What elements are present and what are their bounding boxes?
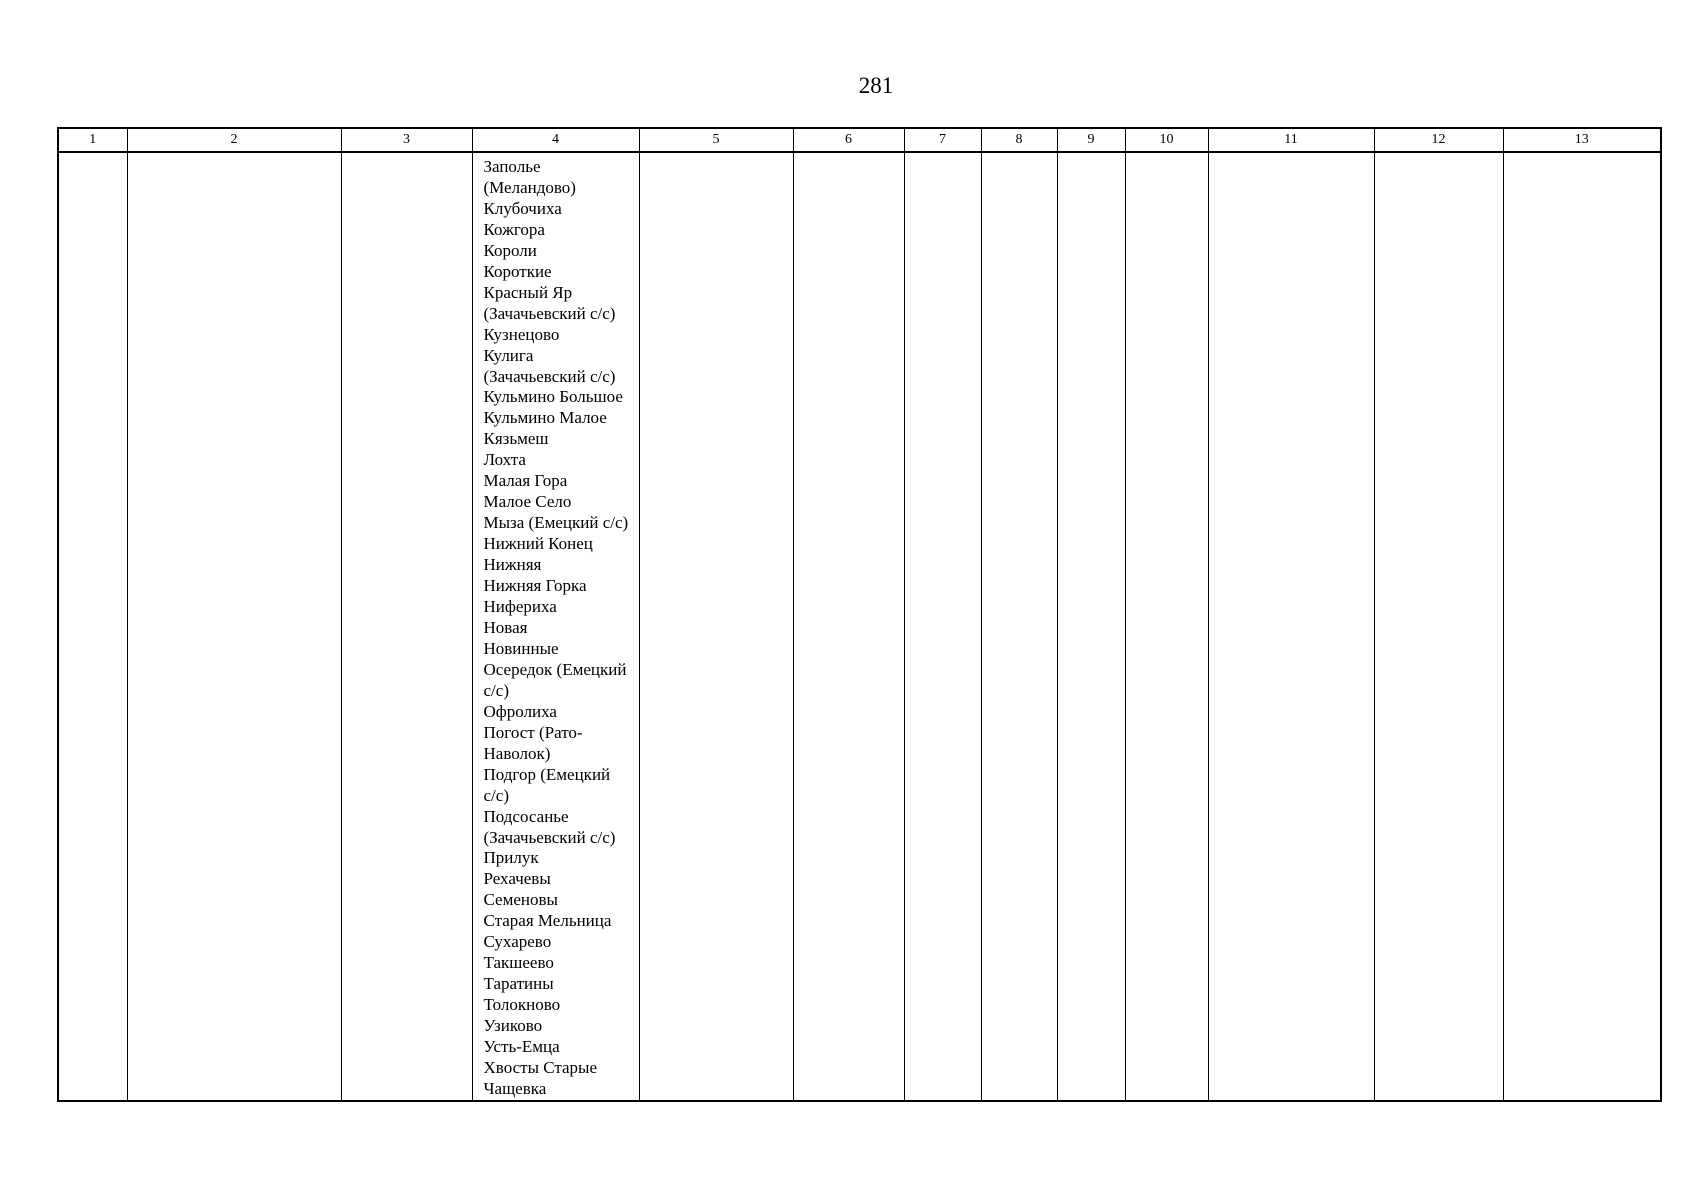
settlement-line: Короли — [483, 240, 537, 260]
cell-col-13 — [1503, 152, 1661, 1101]
cell-col-7 — [904, 152, 981, 1101]
settlement-line: (Зачачьевский с/с) — [483, 366, 616, 386]
settlement-line: Кузнецово — [483, 324, 560, 344]
settlement-line: (Зачачьевский с/с) — [483, 303, 616, 323]
settlement-line: Наволок) — [483, 743, 551, 763]
settlement-line: Мыза (Емецкий с/с) — [483, 513, 629, 533]
settlement-line: Осередок (Емецкий — [483, 659, 627, 679]
settlement-line: Малая Гора — [483, 471, 568, 491]
settlement-line: Лохта — [483, 450, 526, 470]
data-table — [57, 127, 1662, 1102]
settlement-list — [473, 153, 639, 1100]
settlement-line: Кульмино Большое — [483, 387, 623, 407]
settlement-line: Узиково — [483, 1016, 543, 1036]
settlement-line: (Меландово) — [483, 177, 576, 197]
settlement-line: Короткие — [483, 261, 552, 281]
settlement-line: Такшеево — [483, 953, 554, 973]
settlement-line: Старая Мельница — [483, 911, 612, 931]
column-header-11: 11 — [1208, 128, 1374, 152]
settlement-line: (Зачачьевский с/с) — [483, 827, 616, 847]
settlement-line: Хвосты Старые — [483, 1057, 598, 1077]
settlement-line: Сухарево — [483, 932, 552, 952]
settlement-line: Подсосанье — [483, 806, 569, 826]
settlement-line: Усть-Емца — [483, 1037, 560, 1057]
settlement-line: Нижний Конец — [483, 534, 593, 554]
settlement-line: Кулига — [483, 345, 534, 365]
settlement-line: с/с) — [483, 785, 509, 805]
cell-col-3 — [341, 152, 472, 1101]
settlement-line: Прилук — [483, 848, 539, 868]
table-row — [58, 152, 1661, 1101]
column-header-4: 4 — [472, 128, 639, 152]
cell-col-12 — [1374, 152, 1503, 1101]
settlement-line: Толокново — [483, 995, 561, 1015]
settlement-line: с/с) — [483, 680, 509, 700]
settlement-line: Нифериха — [483, 597, 557, 617]
cell-col-5 — [639, 152, 793, 1101]
cell-col-11 — [1208, 152, 1374, 1101]
settlement-line: Таратины — [483, 974, 554, 994]
settlement-line: Нижняя — [483, 555, 542, 575]
settlement-line: Кожгора — [483, 219, 545, 239]
column-number-row — [58, 128, 1661, 152]
cell-col-10 — [1125, 152, 1208, 1101]
column-header-5: 5 — [639, 128, 793, 152]
column-header-3: 3 — [341, 128, 472, 152]
settlement-line: Заполье — [483, 157, 541, 176]
column-header-2: 2 — [127, 128, 341, 152]
cell-col-2 — [127, 152, 341, 1101]
column-header-13: 13 — [1503, 128, 1661, 152]
settlement-line: Офролиха — [483, 701, 557, 721]
cell-col-6 — [793, 152, 904, 1101]
column-header-7: 7 — [904, 128, 981, 152]
settlement-line: Подгор (Емецкий — [483, 764, 611, 784]
cell-col-4 — [472, 152, 639, 1101]
settlement-line: Новая — [483, 617, 528, 637]
settlement-line: Чащевка — [483, 1078, 547, 1098]
settlement-line: Новинные — [483, 638, 559, 658]
column-header-6: 6 — [793, 128, 904, 152]
cell-col-9 — [1057, 152, 1125, 1101]
column-header-12: 12 — [1374, 128, 1503, 152]
settlement-line: Семеновы — [483, 890, 558, 910]
column-header-8: 8 — [981, 128, 1057, 152]
settlement-line: Красный Яр — [483, 282, 573, 302]
settlement-line: Рехачевы — [483, 869, 551, 889]
settlement-line: Кязьмеш — [483, 429, 549, 449]
settlement-line: Кульмино Малое — [483, 408, 607, 428]
settlement-line: Клубочиха — [483, 198, 562, 218]
cell-col-8 — [981, 152, 1057, 1101]
settlement-line: Погост (Рато- — [483, 722, 583, 742]
column-header-1: 1 — [58, 128, 127, 152]
page-number: 281 — [858, 73, 894, 98]
cell-col-1 — [58, 152, 127, 1101]
column-header-10: 10 — [1125, 128, 1208, 152]
column-header-9: 9 — [1057, 128, 1125, 152]
settlement-line: Нижняя Горка — [483, 576, 587, 596]
settlement-line: Малое Село — [483, 492, 572, 512]
